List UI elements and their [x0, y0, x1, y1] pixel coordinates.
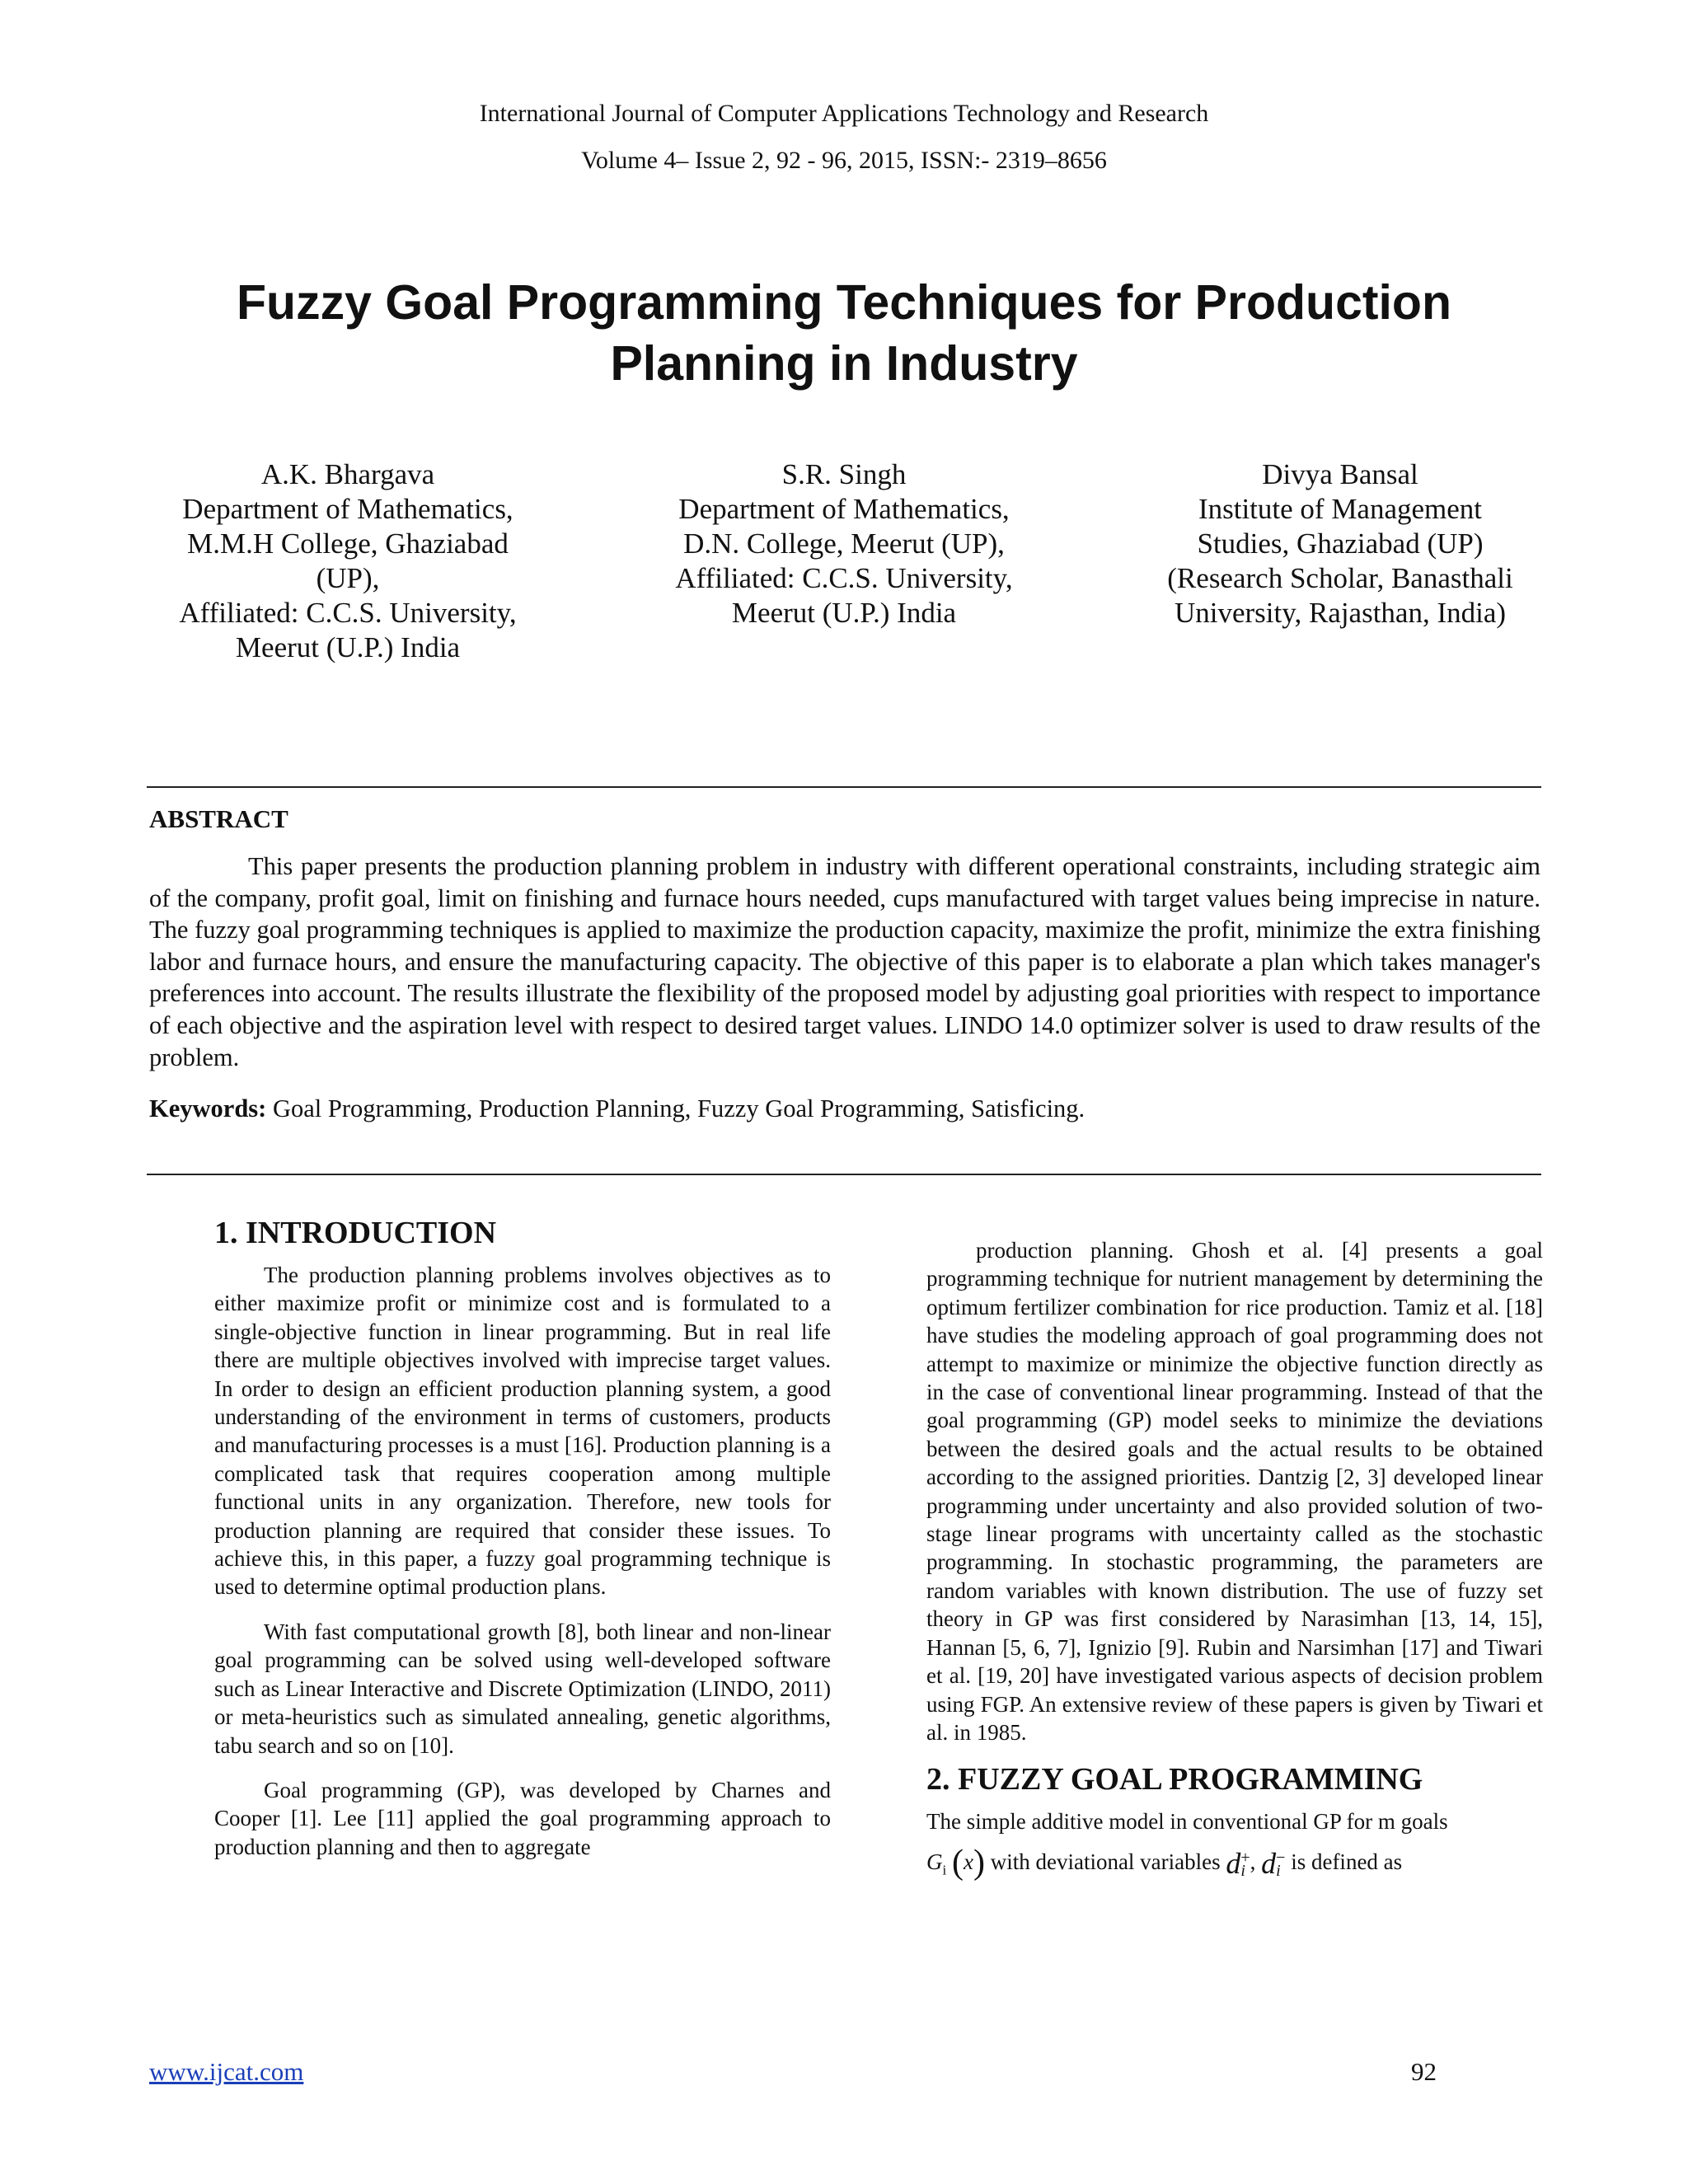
- author-3-affiliation: University, Rajasthan, India): [1174, 597, 1507, 629]
- section-heading-introduction: 1. INTRODUCTION: [214, 1216, 497, 1250]
- author-1-affiliation: Department of Mathematics,: [182, 493, 513, 525]
- author-1-name: A.K. Bhargava: [260, 458, 435, 490]
- formula-supsub: [1240, 1848, 1250, 1880]
- journal-volume: Volume 4– Issue 2, 92 - 96, 2015, ISSN:- 2319–8656: [581, 147, 1107, 174]
- formula-paren: ): [973, 1843, 985, 1882]
- formula-supsub: [1276, 1848, 1286, 1880]
- formula-symbol-d: d: [1226, 1846, 1241, 1880]
- author-2-affiliation: Affiliated: C.C.S. University,: [675, 562, 1013, 594]
- author-block-1: [134, 457, 562, 665]
- body-paragraph: With fast computational growth [8], both linear and non-linear goal programming can be solved using well-developed software such as Linear Interactive and Discrete Optimization (LINDO, 2011) or meta-heuristics such as simulated annealing, genetic algorithms, tabu search and so on [10].: [214, 1619, 831, 1758]
- keywords-list: Goal Programming, Production Planning, Fuzzy Goal Programming, Satisficing.: [272, 1094, 1085, 1122]
- author-3-affiliation: Institute of Management: [1198, 493, 1483, 525]
- author-2-name: S.R. Singh: [781, 458, 907, 490]
- left-column: [214, 1215, 831, 1877]
- formula-superscript: +: [1240, 1848, 1250, 1867]
- author-2-affiliation: Meerut (U.P.) India: [731, 597, 957, 629]
- body-paragraph: Goal programming (GP), was developed by Charnes and Cooper [1]. Lee [11] applied the goal programming approach to production planning and then to aggregate: [214, 1777, 831, 1859]
- keywords: [149, 1093, 1540, 1124]
- abstract-bottom-rule: [147, 1174, 1541, 1175]
- formula-line: $G_i$ (x) with deviational variables d + i , d − i is defined as: [926, 1843, 1403, 1882]
- author-1-affiliation: Meerut (U.P.) India: [235, 631, 461, 663]
- body-paragraph: The simple additive model in conventional GP for m goals: [926, 1809, 1448, 1835]
- formula-subscript: i: [942, 1862, 947, 1878]
- author-3-name: Divya Bansal: [1262, 458, 1418, 490]
- journal-website-link[interactable]: www.ijcat.com: [149, 2057, 304, 2086]
- author-1-affiliation: (UP),: [316, 562, 380, 594]
- formula-subscript: i: [1240, 1861, 1245, 1880]
- author-3-affiliation: (Research Scholar, Banasthali: [1167, 562, 1513, 594]
- formula-symbol-g: G: [926, 1849, 943, 1874]
- formula-text: with deviational variables: [990, 1849, 1221, 1874]
- body-paragraph: production planning. Ghosh et al. [4] presents a goal programming technique for nutrient management by determining the optimum fertilizer combination for rice production. Tamiz et al. [18] have studies the modeling approach of goal programming does not attempt to maximize or minimize the objective function directly as in the case of conventional linear programming. Instead of that the goal programming (GP) model seeks to minimize the deviations between the desired goals and the actual results to be obtained according to the assigned priorities. Dantzig [2, 3] developed linear programming under uncertainty and also provided solution of two-stage linear programs with uncertainty called as the stochastic programming. In stochastic programming, the parameters are random variables with known distribution. The use of fuzzy set theory in GP was first considered by Narasimhan [13, 14, 15], Hannan [5, 6, 7], Ignizio [9]. Rubin and Narsimhan [17] and Tiwari et al. [19, 20] have investigated various aspects of decision problem using FGP. An extensive review of these papers is given by Tiwari et al. in 1985.: [926, 1238, 1543, 1745]
- abstract-top-rule: [147, 786, 1541, 788]
- author-1-affiliation: M.M.H College, Ghaziabad: [187, 527, 509, 560]
- right-column: [926, 1236, 1543, 1891]
- author-2-affiliation: Department of Mathematics,: [678, 493, 1010, 525]
- keywords-label: Keywords:: [149, 1094, 267, 1122]
- author-block-2: [630, 457, 1058, 630]
- formula-superscript: −: [1276, 1848, 1286, 1867]
- author-3-affiliation: Studies, Ghaziabad (UP): [1197, 527, 1484, 560]
- formula-subscript: i: [1276, 1861, 1281, 1880]
- formula-symbol-d: d: [1261, 1846, 1277, 1880]
- author-1-affiliation: Affiliated: C.C.S. University,: [179, 597, 517, 629]
- abstract-heading: ABSTRACT: [149, 804, 288, 833]
- formula-text: is defined as: [1291, 1849, 1403, 1874]
- section-heading-fuzzy-goal-programming: 2. FUZZY GOAL PROGRAMMING: [926, 1762, 1423, 1797]
- paper-title: Fuzzy Goal Programming Techniques for Production Planning in Industry: [236, 275, 1452, 391]
- abstract-text: This paper presents the production planning problem in industry with different operational constraints, including strategic aim of the company, profit goal, limit on finishing and furnace hours needed, cups manufactured with target values being imprecise in nature. The fuzzy goal programming techniques is applied to maximize the production capacity, maximize the profit, minimize the extra finishing labor and furnace hours, and ensure the manufacturing capacity. The objective of this paper is to elaborate a plan which takes manager's preferences into account. The results illustrate the flexibility of the proposed model by adjusting goal priorities with respect to importance of each objective and the aspiration level with respect to desired target values. LINDO 14.0 optimizer solver is used to draw results of the problem.: [149, 852, 1540, 1071]
- formula-symbol-x: x: [963, 1849, 973, 1874]
- page-number: 92: [1411, 2057, 1437, 2086]
- body-paragraph: The production planning problems involves objectives as to either maximize profit or minimize cost and is formulated to a single-objective function in linear programming. But in real life there are multiple objectives involved with imprecise target values. In order to design an efficient production planning system, a good understanding of the environment in terms of customers, products and manufacturing processes is a must [16]. Production planning is a complicated task that requires cooperation among multiple functional units in any organization. Therefore, new tools for production planning are required that consider these issues. To achieve this, in this paper, a fuzzy goal programming technique is used to determine optimal production plans.: [214, 1263, 831, 1600]
- journal-name: International Journal of Computer Applications Technology and Research: [479, 100, 1209, 127]
- author-2-affiliation: D.N. College, Meerut (UP),: [683, 527, 1005, 560]
- author-block-3: [1126, 457, 1554, 630]
- formula-paren: (: [951, 1843, 964, 1882]
